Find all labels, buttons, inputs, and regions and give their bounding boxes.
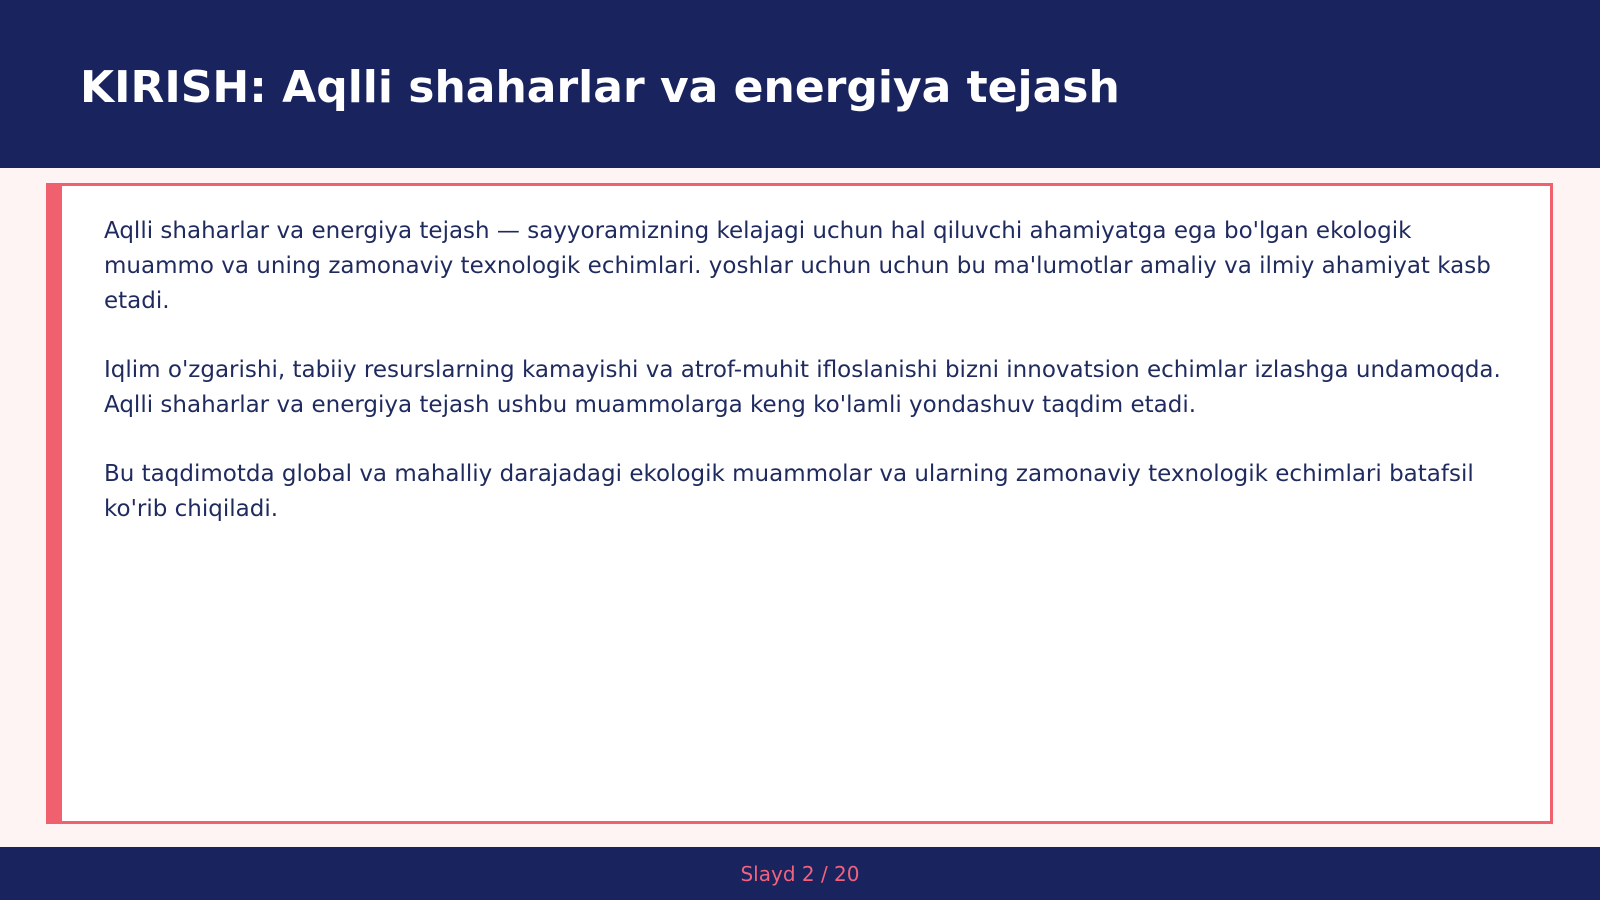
slide-footer <box>0 847 1600 900</box>
paragraph-intro: Aqlli shaharlar va energiya tejash — sayyoramizning kelajagi uchun hal qiluvchi ahamiyatga ega bo'lgan ekologik muammo va uning zamonaviy texnologik echimlari. yoshlar uchun uchun bu ma'lumotlar amaliy va ilmiy ahamiyat kasb etadi. <box>104 218 1491 314</box>
paragraph-climate: Iqlim o'zgarishi, tabiiy resurslarning kamayishi va atrof-muhit ifloslanishi bizni innovatsion echimlar izlashga undamoqda. Aqlli shaharlar va energiya tejash ushbu muammolarga keng ko'lamli yondashuv taqdim etadi. <box>104 357 1501 418</box>
content-card <box>46 183 1553 824</box>
slide-number: Slayd 2 / 20 <box>740 862 860 886</box>
slide-title: KIRISH: Aqlli shaharlar va energiya tejash <box>80 62 1120 113</box>
paragraph-overview: Bu taqdimotda global va mahalliy darajadagi ekologik muammolar va ularning zamonaviy texnologik echimlari batafsil ko'rib chiqiladi. <box>104 461 1474 522</box>
slide-header <box>0 0 1600 168</box>
slide-body <box>104 214 1522 561</box>
